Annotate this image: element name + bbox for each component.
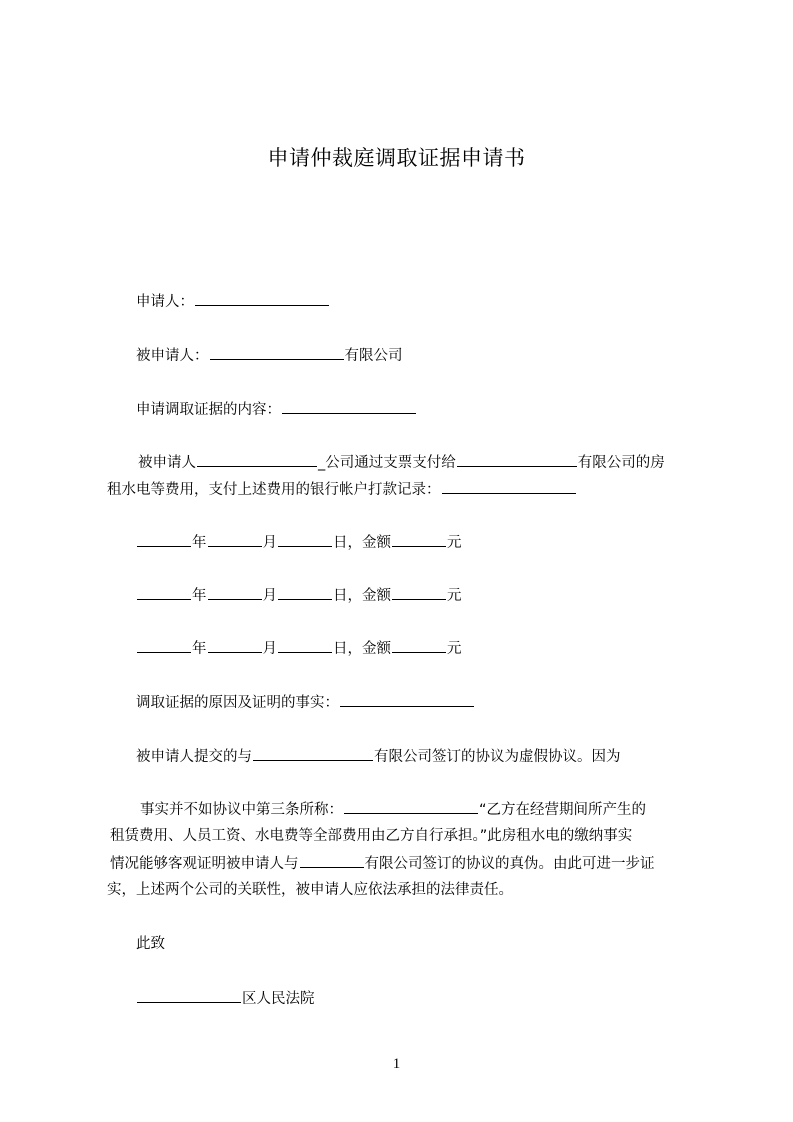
respondent-suffix: 有限公司 xyxy=(344,348,403,364)
day-amount-label: 日，金额 xyxy=(333,588,391,604)
para1-text-a: 被申请人 xyxy=(138,455,196,471)
page-title: 申请仲裁庭调取证据申请书 xyxy=(267,146,526,170)
para3-blank-a xyxy=(344,799,478,814)
para3-line1 xyxy=(140,799,646,820)
yuan-label: 元 xyxy=(447,641,462,657)
amount-blank xyxy=(392,585,446,600)
day-amount-label: 日，金额 xyxy=(333,641,391,657)
para3-line4: 实，上述两个公司的关联性，被申请人应依法承担的法律责任。 xyxy=(107,882,513,898)
applicant-line xyxy=(136,291,330,312)
payment-row-2 xyxy=(136,585,462,606)
para1-line2 xyxy=(107,479,577,500)
para3-text-b: “乙方在经营期间所产生的 xyxy=(479,802,647,818)
respondent-label: 被申请人： xyxy=(136,348,209,364)
year-label: 年 xyxy=(192,641,207,657)
para3-text-d: 有限公司签订的协议的真伪。由此可进一步证 xyxy=(364,856,655,872)
court-line xyxy=(136,988,315,1009)
yuan-label: 元 xyxy=(447,588,462,604)
para3-text-a: 事实并不如协议中第三条所称： xyxy=(140,802,343,818)
month-label: 月 xyxy=(262,641,277,657)
closing: 此致 xyxy=(136,936,165,952)
year-label: 年 xyxy=(192,588,207,604)
reason-line xyxy=(136,692,475,713)
amount-blank xyxy=(392,638,446,653)
para2-blank xyxy=(253,746,373,761)
payment-row-3 xyxy=(136,638,462,659)
para2-text-a: 被申请人提交的与 xyxy=(136,749,252,765)
respondent-blank xyxy=(210,345,344,360)
year-label: 年 xyxy=(192,535,207,551)
respondent-line xyxy=(136,345,403,366)
day-blank xyxy=(278,532,332,547)
page-number: 1 xyxy=(392,1056,401,1072)
month-label: 月 xyxy=(262,588,277,604)
amount-blank xyxy=(392,532,446,547)
para1-text-b: _公司通过支票支付给 xyxy=(318,455,456,471)
para3-blank-b xyxy=(300,853,364,868)
month-blank xyxy=(208,638,262,653)
para3-line3 xyxy=(110,853,655,874)
year-blank xyxy=(137,638,191,653)
content-line xyxy=(136,399,417,420)
applicant-blank xyxy=(195,291,329,306)
court-suffix: 区人民法院 xyxy=(242,991,315,1007)
year-blank xyxy=(137,532,191,547)
month-label: 月 xyxy=(262,535,277,551)
reason-label: 调取证据的原因及证明的事实： xyxy=(136,695,339,711)
para1-text-c: 有限公司的房 xyxy=(577,455,665,471)
para1-line1 xyxy=(138,452,665,473)
para1-blank-a xyxy=(197,452,317,467)
para1-text-d: 租水电等费用，支付上述费用的银行帐户打款记录： xyxy=(107,482,441,498)
day-blank xyxy=(278,638,332,653)
court-blank xyxy=(137,988,241,1003)
applicant-label: 申请人： xyxy=(136,294,194,310)
month-blank xyxy=(208,532,262,547)
year-blank xyxy=(137,585,191,600)
para3-line2: 租赁费用、人员工资、水电费等全部费用由乙方自行承担。”此房租水电的缴纳事实 xyxy=(110,828,633,844)
reason-blank xyxy=(340,692,474,707)
para1-blank-c xyxy=(442,479,576,494)
day-amount-label: 日，金额 xyxy=(333,535,391,551)
month-blank xyxy=(208,585,262,600)
para2-line xyxy=(136,746,621,767)
para3-text-c: 情况能够客观证明被申请人与 xyxy=(110,856,299,872)
content-blank xyxy=(282,399,416,414)
para1-blank-b xyxy=(457,452,577,467)
payment-row-1 xyxy=(136,532,462,553)
yuan-label: 元 xyxy=(447,535,462,551)
para2-text-b: 有限公司签订的协议为虚假协议。因为 xyxy=(374,749,621,765)
day-blank xyxy=(278,585,332,600)
content-label: 申请调取证据的内容： xyxy=(136,402,281,418)
